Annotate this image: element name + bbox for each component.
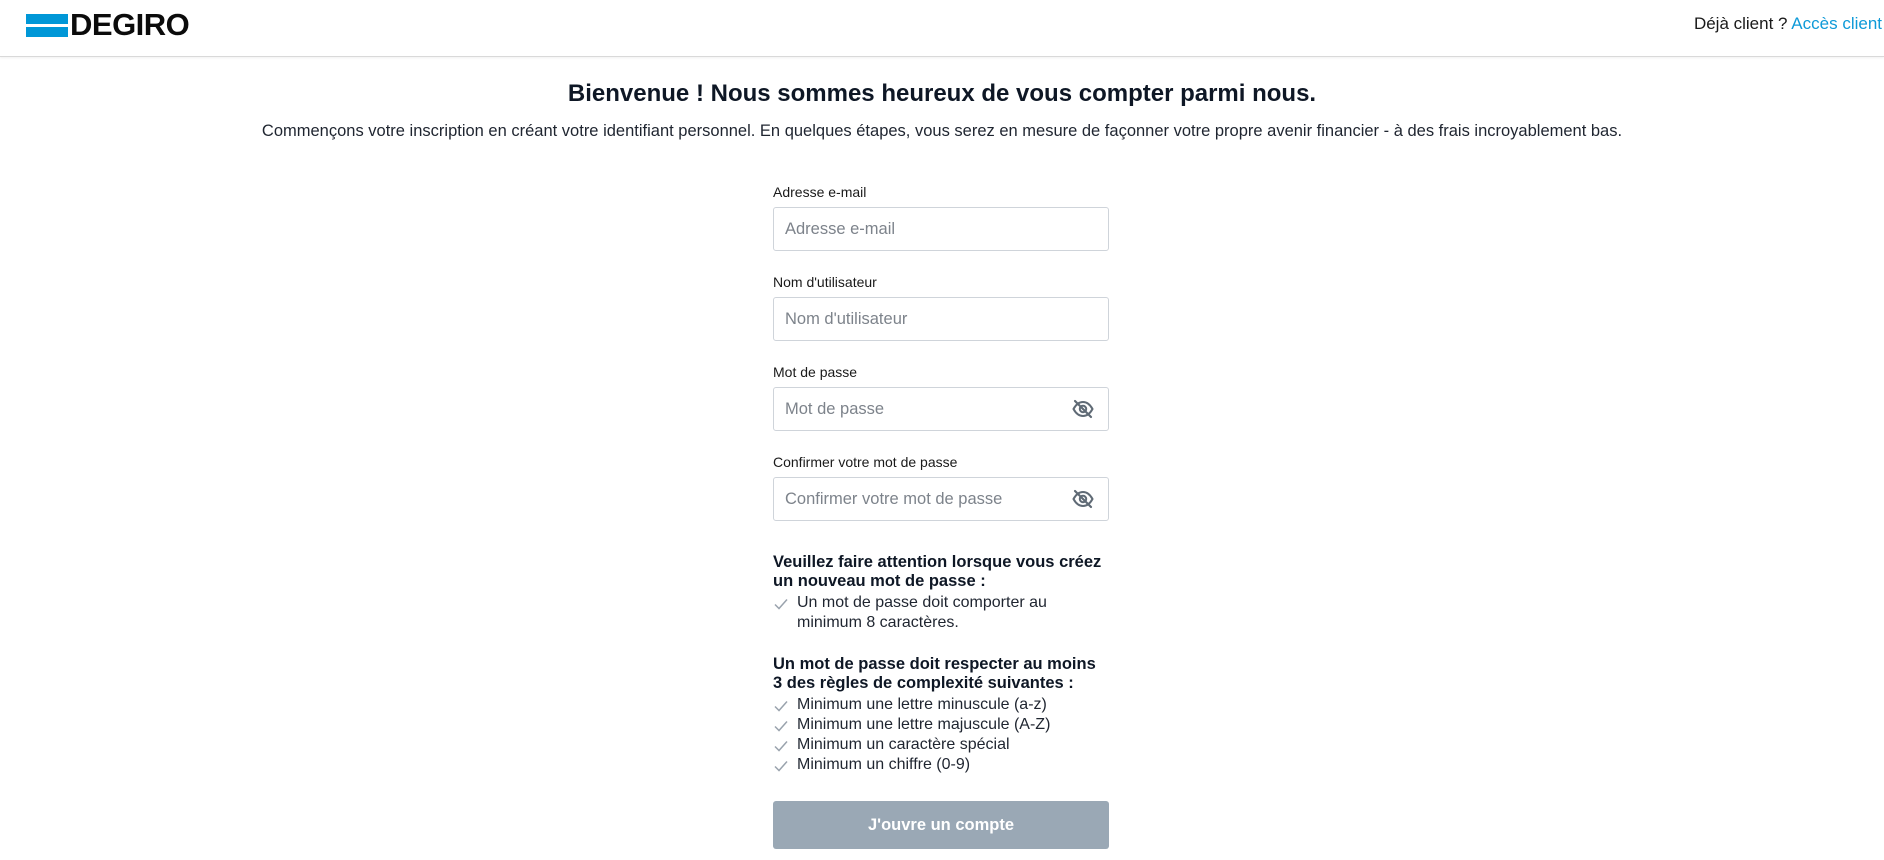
top-header bbox=[0, 0, 1884, 57]
email-input-wrapper bbox=[773, 207, 1109, 251]
open-account-button[interactable]: J'ouvre un compte bbox=[773, 801, 1109, 849]
page-subtitle: Commençons votre inscription en créant votre identifiant personnel. En quelques étapes, vous serez en mesure de façonner votre propre avenir financier - à des frais incroyablement bas. bbox=[261, 122, 1623, 140]
confirm-password-input[interactable] bbox=[774, 478, 1108, 520]
confirm-password-label: Confirmer votre mot de passe bbox=[773, 454, 958, 470]
complexity-rule-list bbox=[773, 695, 1109, 775]
rules-heading-length: Veuillez faire attention lorsque vous créez un nouveau mot de passe : bbox=[773, 553, 1102, 590]
confirm-password-input-wrapper bbox=[773, 477, 1109, 521]
email-label: Adresse e-mail bbox=[773, 184, 867, 200]
header-login-prompt bbox=[1694, 14, 1882, 34]
page-title: Bienvenue ! Nous sommes heureux de vous compter parmi nous. bbox=[567, 80, 1317, 107]
rule-item-length bbox=[773, 593, 1109, 633]
rules-heading-complexity: Un mot de passe doit respecter au moins 3 des règles de complexité suivantes : bbox=[773, 655, 1096, 692]
username-input-wrapper bbox=[773, 297, 1109, 341]
length-rule-list bbox=[773, 593, 1109, 633]
password-label: Mot de passe bbox=[773, 364, 858, 380]
check-icon bbox=[773, 759, 789, 773]
complexity-rules bbox=[773, 655, 1109, 775]
rule-text: Minimum une lettre majuscule (A-Z) bbox=[797, 716, 1051, 733]
username-field-group bbox=[773, 274, 1109, 341]
username-label: Nom d'utilisateur bbox=[773, 274, 877, 290]
logo-text: DEGIRO bbox=[70, 7, 190, 42]
check-icon bbox=[773, 719, 789, 733]
degiro-logo[interactable] bbox=[26, 7, 190, 42]
email-input[interactable] bbox=[774, 208, 1108, 250]
rule-item-digit bbox=[773, 755, 1109, 775]
rule-item-special bbox=[773, 735, 1109, 755]
check-icon bbox=[773, 739, 789, 753]
rule-text: Minimum un caractère spécial bbox=[797, 736, 1010, 753]
signup-form bbox=[773, 184, 1109, 849]
rule-text: Minimum une lettre minuscule (a-z) bbox=[797, 696, 1047, 713]
already-client-text: Déjà client ? bbox=[1693, 14, 1788, 33]
logo-mark-icon bbox=[26, 13, 68, 37]
password-input-wrapper bbox=[773, 387, 1109, 431]
confirm-password-field-group bbox=[773, 454, 1109, 521]
check-icon bbox=[773, 699, 789, 713]
password-rules bbox=[773, 553, 1109, 775]
rule-item-uppercase bbox=[773, 715, 1109, 735]
rule-text: Minimum un chiffre (0-9) bbox=[797, 756, 971, 773]
rule-item-lowercase bbox=[773, 695, 1109, 715]
password-input[interactable] bbox=[774, 388, 1108, 430]
rule-text: Un mot de passe doit comporter au minimum 8 caractères. bbox=[797, 594, 1047, 631]
username-input[interactable] bbox=[774, 298, 1108, 340]
client-access-link[interactable]: Accès client bbox=[1791, 14, 1882, 33]
check-icon bbox=[773, 597, 789, 611]
eye-slash-icon[interactable] bbox=[1072, 399, 1094, 419]
password-field-group bbox=[773, 364, 1109, 431]
email-field-group bbox=[773, 184, 1109, 251]
eye-slash-icon[interactable] bbox=[1072, 489, 1094, 509]
